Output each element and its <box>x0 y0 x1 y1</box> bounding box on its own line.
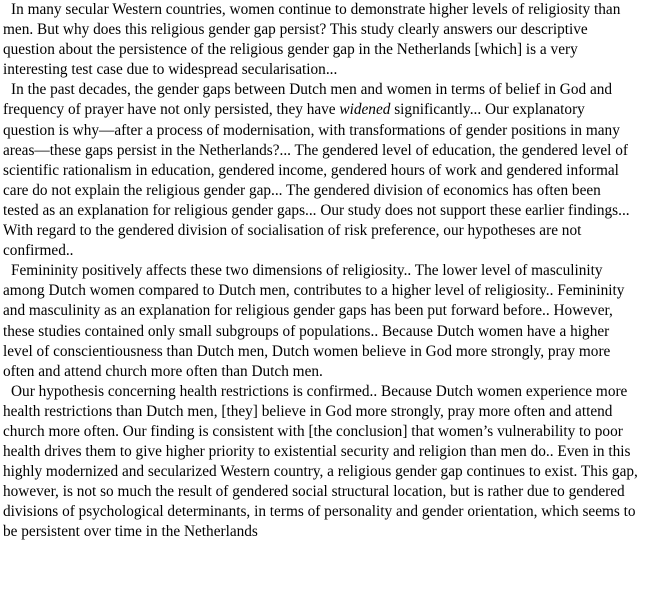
paragraph-text: Femininity positively affects these two dimensions of religiosity.. The lower level of masculinity among Dutch women compared to Dutch men, contributes to a higher level of religiosity.. Femininity and masculinity as an explanation for religious gender gaps has been put forward before.. However, these studies contained only small subgroups of populations.. Because Dutch women have a higher level of conscientiousness than Dutch men, Dutch women believe in God more strongly, pray more often and attend church more often than Dutch men. <box>3 262 625 380</box>
paragraph-4 <box>3 382 639 543</box>
paragraph-2 <box>3 80 639 261</box>
emphasized-word: widened <box>339 101 391 119</box>
paragraph-1 <box>3 0 639 80</box>
paragraph-text: In the past decades, the gender gaps between Dutch men and women in terms of belief in God and frequency of prayer have not only persisted, they have <box>3 81 613 119</box>
paragraph-text: In many secular Western countries, women continue to demonstrate higher levels of religiosity than men. But why does this religious gender gap persist? This study clearly answers our descriptive question about the persistence of the religious gender gap in the Netherlands [which] is a very interesting test case due to widespread secularisation... <box>3 1 621 79</box>
paragraph-3 <box>3 261 639 382</box>
paragraph-text: significantly... Our explanatory question is why—after a process of modernisation, with transformations of gender positions in many areas—these gaps persist in the Netherlands?... The gendered level of education, the gendered level of scientific rationalism in education, gendered income, gendered hours of work and gendered informal care do not explain the religious gender gap... The gendered division of economics has often been tested as an explanation for religious gender gaps... Our study does not support these earlier findings... With regard to the gendered division of socialisation of risk preference, our hypotheses are not confirmed.. <box>3 101 630 260</box>
paragraph-text: Our hypothesis concerning health restrictions is confirmed.. Because Dutch women experience more health restrictions than Dutch men, [they] believe in God more strongly, pray more often and attend church more often. Our finding is consistent with [the conclusion] that women’s vulnerability to poor health drives them to give higher priority to existential security and religion than men do.. Even in this highly modernized and secularized Western country, a religious gender gap continues to exist. This gap, however, is not so much the result of gendered social structural location, but is rather due to gendered divisions of psychological determinants, in terms of personality and gender orientation, which seems to be persistent over time in the Netherlands <box>3 382 638 541</box>
